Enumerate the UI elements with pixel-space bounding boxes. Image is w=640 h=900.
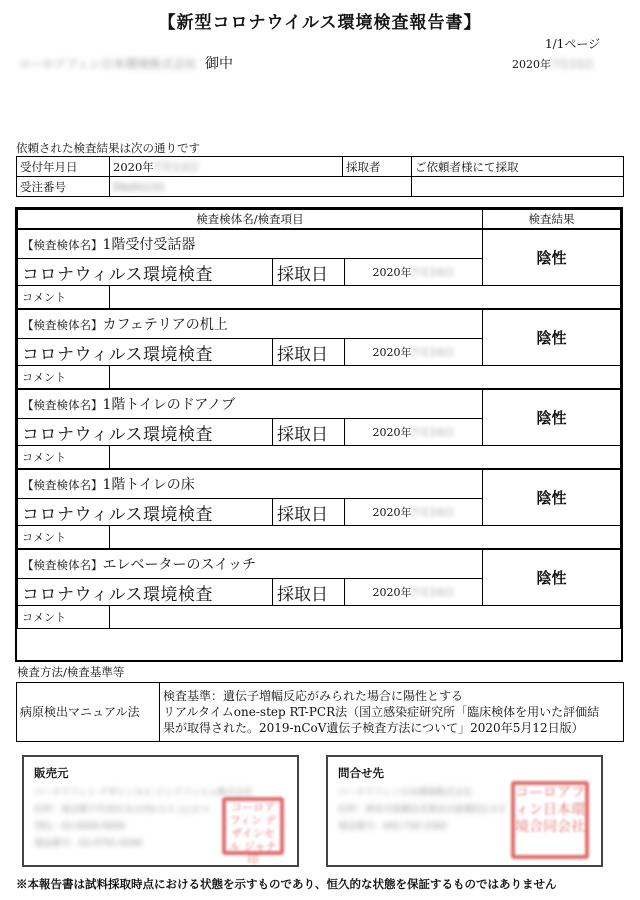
specimen-test-item: コロナウィルス環境検査	[18, 419, 273, 446]
order-number-label: 受注番号	[17, 177, 110, 197]
sample-date-year: 2020年	[372, 506, 412, 519]
method-section-title: 検査方法/検査基準等	[17, 665, 125, 679]
sample-date-label: 採取日	[273, 259, 345, 286]
specimen-comment-row	[18, 366, 621, 390]
received-date-label: 受付年月日	[17, 157, 110, 177]
specimen-result: 陰性	[483, 469, 621, 526]
sample-date-rest: 7月10日	[411, 266, 455, 279]
comment-value	[110, 526, 621, 550]
seller-seal-stamp: コーロアフィン デザインセル ジャナ 印	[222, 797, 284, 855]
specimen-result: 陰性	[483, 389, 621, 446]
seller-box	[22, 755, 299, 867]
sample-date-value	[345, 259, 483, 286]
specimen-comment-row	[18, 606, 621, 629]
report-date-rest: 7月15日	[551, 58, 594, 71]
sample-date-rest: 7月10日	[411, 426, 455, 439]
specimen-name-cell	[18, 549, 483, 579]
specimen-name: 1階トイレの床	[102, 477, 195, 493]
specimen-header-result: 検査結果	[483, 210, 621, 230]
report-date-year: 2020年	[512, 58, 551, 71]
seller-address: 住所：東京都千代田区丸の内1-1-1 ○○ビル	[34, 805, 211, 815]
recipient-honorific: 御中	[205, 56, 234, 72]
method-name: 病原検出マニュアル法	[17, 683, 160, 742]
sample-date-value	[345, 499, 483, 526]
disclaimer: ※本報告書は試料採取時点における状態を示すものであり、恒久的な状態を保証するものではありません	[16, 877, 557, 891]
specimen-row	[18, 389, 621, 419]
specimen-test-item: コロナウィルス環境検査	[18, 339, 273, 366]
report-title: 【新型コロナウイルス環境検査報告書】	[158, 13, 482, 33]
specimen-name: カフェテリアの机上	[102, 317, 228, 333]
sample-date-label: 採取日	[273, 419, 345, 446]
method-table	[16, 682, 624, 742]
specimen-name-label: 【検査検体名】	[22, 238, 103, 252]
recipient	[18, 53, 233, 73]
sample-date-label: 採取日	[273, 579, 345, 606]
specimen-name-label: 【検査検体名】	[22, 478, 103, 492]
specimen-test-item: コロナウィルス環境検査	[18, 259, 273, 286]
sample-date-rest: 7月10日	[411, 506, 455, 519]
seller-department: TEL：03-0000-0000	[34, 822, 125, 832]
comment-value	[110, 366, 621, 390]
specimen-name-label: 【検査検体名】	[22, 558, 103, 572]
comment-label: コメント	[18, 446, 110, 470]
comment-label: コメント	[18, 526, 110, 550]
order-number-value: PA00235	[110, 177, 412, 197]
specimen-name: エレベーターのスイッチ	[102, 557, 256, 573]
recipient-company: コーロアフィン日本環境株式会社	[18, 57, 198, 71]
method-criteria: 検査基準：遺伝子増幅反応がみられた場合に陽性とする	[163, 689, 464, 703]
specimen-name: 1階受付受話器	[102, 237, 196, 253]
seller-name: コーロアフィン デザインセル ジャナフィルム株式会社	[34, 788, 254, 798]
comment-label: コメント	[18, 366, 110, 390]
contact-name: コーロアフィン日本環境株式会社	[338, 788, 473, 798]
sample-date-rest: 7月10日	[411, 346, 455, 359]
specimen-name-cell	[18, 389, 483, 419]
contact-title: 問合せ先	[338, 766, 384, 780]
specimen-comment-row	[18, 526, 621, 550]
comment-label: コメント	[18, 286, 110, 310]
specimen-row	[18, 549, 621, 579]
contact-phone: 電話番号：045-750-3360	[338, 822, 447, 832]
sample-date-label: 採取日	[273, 499, 345, 526]
page-number: 1/1ページ	[545, 37, 601, 51]
seller-phone: 電話番号：03-9791-0390	[34, 839, 143, 849]
seller-title: 販売元	[34, 766, 69, 780]
specimen-test-item: コロナウィルス環境検査	[18, 499, 273, 526]
method-reference: 果が取得された。2019-nCoV遺伝子検査方法について」2020年5月12日版）	[163, 721, 584, 735]
sampler-label: 採取者	[343, 157, 412, 177]
sample-date-value	[345, 579, 483, 606]
contact-seal-stamp: コーロアフィン日本環境合同会社	[511, 781, 589, 859]
specimen-name-cell	[18, 309, 483, 339]
specimen-results-box	[15, 207, 623, 662]
comment-value	[110, 606, 621, 629]
specimen-row	[18, 309, 621, 339]
order-number-blank	[412, 177, 624, 197]
sampler-value: ご依頼者様にて採取	[412, 157, 624, 177]
specimen-result: 陰性	[483, 229, 621, 286]
specimen-row	[18, 229, 621, 259]
sample-date-year: 2020年	[372, 346, 412, 359]
report-date	[512, 56, 594, 72]
specimen-table	[17, 209, 621, 629]
sample-date-year: 2020年	[372, 426, 412, 439]
sample-date-rest: 7月10日	[411, 586, 455, 599]
specimen-test-item: コロナウィルス環境検査	[18, 579, 273, 606]
comment-value	[110, 286, 621, 310]
contact-address: 住所：神奈川県横浜市港北区新横浜2-2-2	[338, 805, 506, 815]
comment-value	[110, 446, 621, 470]
specimen-comment-row	[18, 446, 621, 470]
specimen-name-cell	[18, 469, 483, 499]
intro-text: 依頼された検査結果は次の通りです	[16, 141, 200, 155]
sample-date-value	[345, 339, 483, 366]
method-technique: リアルタイムone-step RT-PCR法（国立感染症研究所「臨床検体を用いた評価結	[163, 705, 600, 719]
sample-date-label: 採取日	[273, 339, 345, 366]
received-date-value: 2020年7月13日	[110, 157, 343, 177]
sample-date-year: 2020年	[372, 586, 412, 599]
specimen-name-label: 【検査検体名】	[22, 318, 103, 332]
specimen-name: 1階トイレのドアノブ	[102, 397, 236, 413]
specimen-result: 陰性	[483, 549, 621, 606]
specimen-header-item: 検査検体名/検査項目	[18, 210, 483, 230]
specimen-row	[18, 469, 621, 499]
sample-date-year: 2020年	[372, 266, 412, 279]
info-table	[16, 156, 624, 197]
sample-date-value	[345, 419, 483, 446]
contact-box	[326, 755, 603, 867]
method-description	[160, 683, 624, 742]
specimen-result: 陰性	[483, 309, 621, 366]
comment-label: コメント	[18, 606, 110, 629]
specimen-name-label: 【検査検体名】	[22, 398, 103, 412]
specimen-comment-row	[18, 286, 621, 310]
specimen-name-cell	[18, 229, 483, 259]
